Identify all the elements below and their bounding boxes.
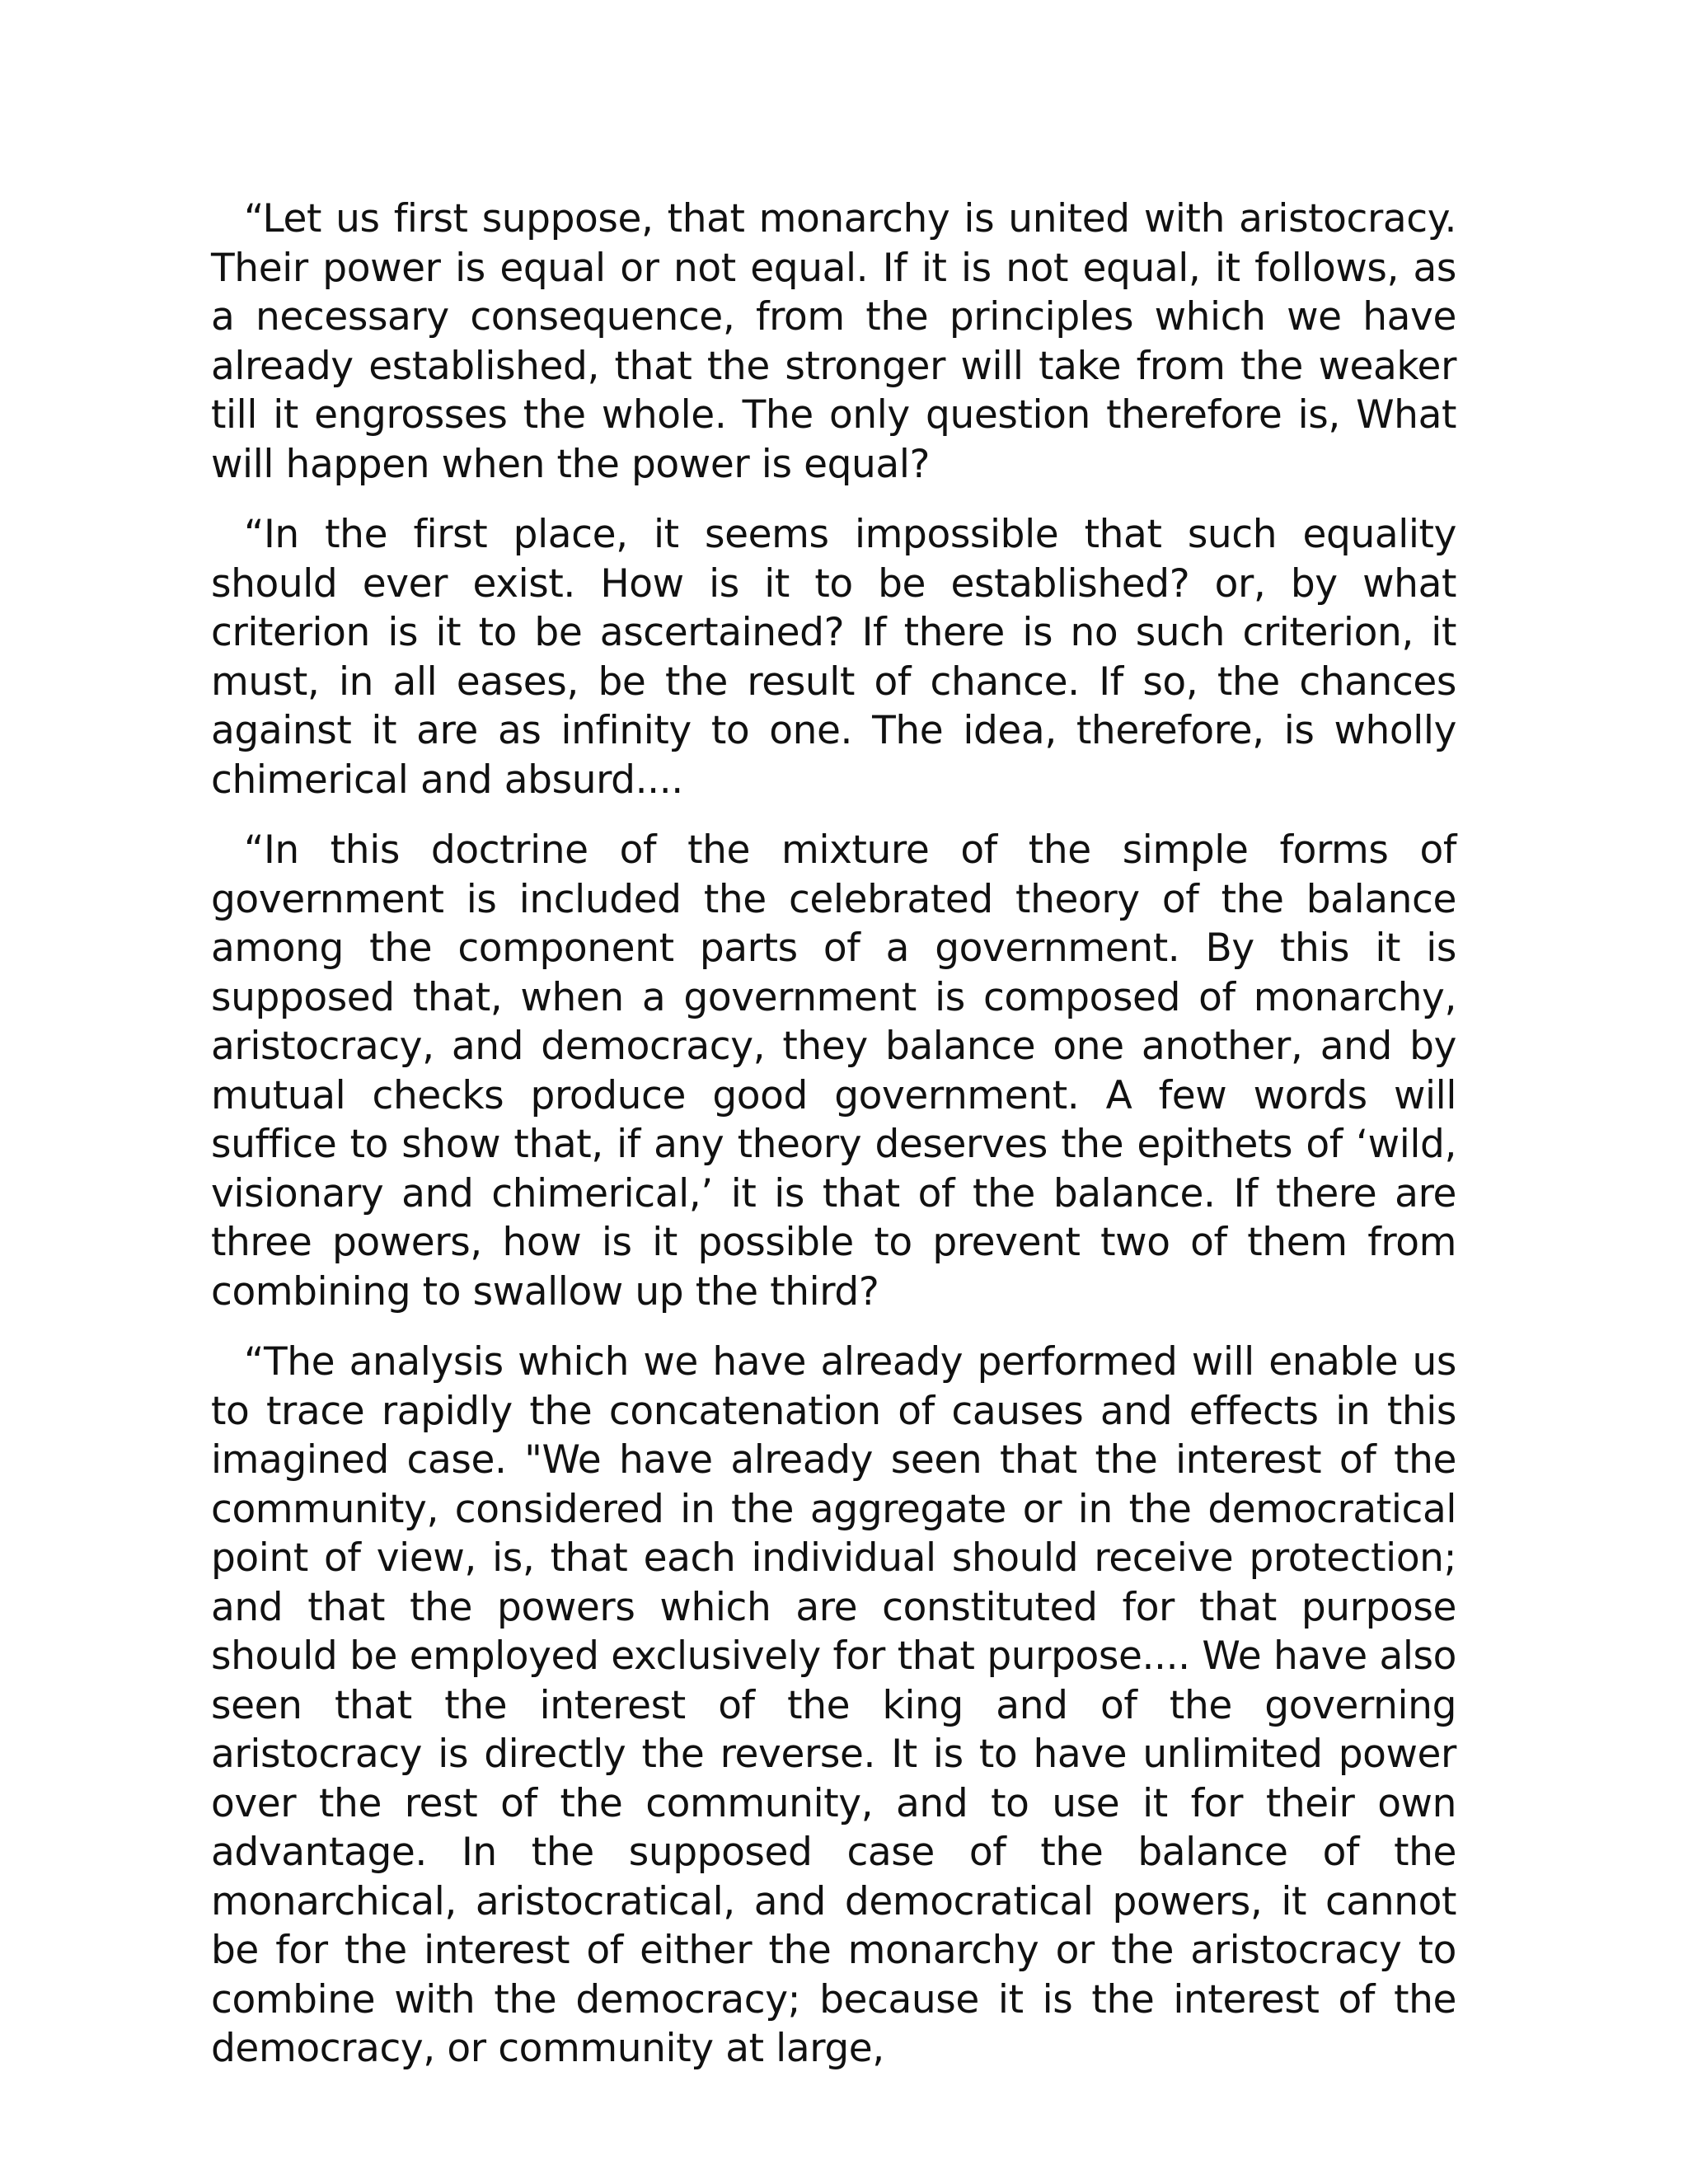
paragraph-3: “In this doctrine of the mixture of the simple forms of government is included the celebrated theory of the balance among the component parts of a government. By this it is supposed that, when a government is composed of monarchy, aristocracy, and democracy, they balance one another, and by mutual checks produce good government. A few words will suffice to show that, if any theory deserves the epithets of ‘wild, visionary and chimerical,’ it is that of the balance. If there are three powers, how is it possible to prevent two of them from combining to swallow up the third? [211, 827, 1456, 1315]
document-page [211, 194, 1456, 2095]
paragraph-2: “In the first place, it seems impossible that such equality should ever exist. How is it to be established? or, by what criterion is it to be ascertained? If there is no such criterion, it must, in all eases, be the result of chance. If so, the chances against it are as infinity to one. The idea, therefore, is wholly chimerical and absurd.... [211, 512, 1456, 803]
paragraph-1: “Let us first suppose, that monarchy is united with aristocracy. Their power is equal or not equal. If it is not equal, it follows, as a necessary consequence, from the principles which we have already established, that the stronger will take from the weaker till it engrosses the whole. The only question therefore is, What will happen when the power is equal? [211, 196, 1456, 487]
paragraph-4: “The analysis which we have already performed will enable us to trace rapidly the concatenation of causes and effects in this imagined case. "We have already seen that the interest of the community, considered in the aggregate or in the democratical point of view, is, that each individual should receive protection; and that the powers which are constituted for that purpose should be employed exclusively for that purpose.... We have also seen that the interest of the king and of the governing aristocracy is directly the reverse. It is to have unlimited power over the rest of the community, and to use it for their own advantage. In the supposed case of the balance of the monarchical, aristocratical, and democratical powers, it cannot be for the interest of either the monarchy or the aristocracy to combine with the democracy; because it is the interest of the democracy, or community at large, [211, 1339, 1456, 2071]
